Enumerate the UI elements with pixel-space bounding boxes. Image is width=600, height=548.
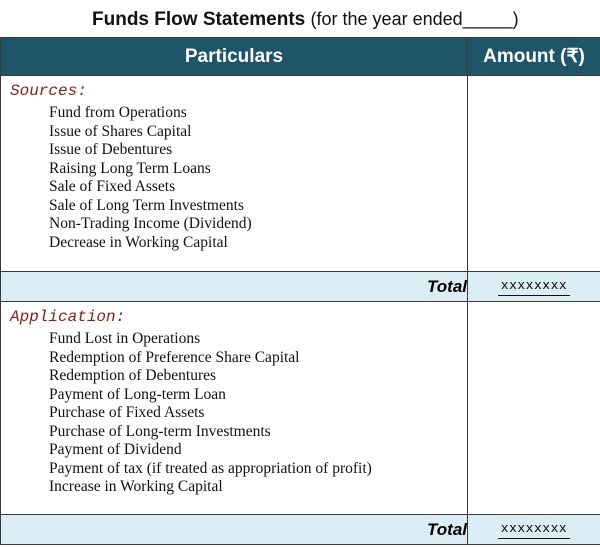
- header-row: [1, 38, 600, 76]
- sources-amount-cell: [468, 76, 600, 272]
- list-item: Payment of Dividend: [49, 441, 182, 458]
- funds-flow-table: [0, 37, 600, 545]
- sources-particulars-cell: [1, 76, 468, 272]
- application-total-row: [1, 515, 600, 545]
- sources-list: [49, 104, 467, 252]
- application-particulars-cell: [1, 302, 468, 515]
- application-heading: Application:: [10, 308, 126, 326]
- page-title: [92, 9, 519, 31]
- sources-total-row: [1, 272, 600, 302]
- sources-heading: Sources:: [10, 82, 87, 100]
- header-particulars: Particulars: [1, 38, 468, 76]
- list-item: Redemption of Preference Share Capital: [49, 348, 300, 366]
- title-main: Funds Flow Statements: [92, 9, 306, 30]
- header-amount: Amount (₹): [468, 38, 600, 76]
- list-item: Purchase of Fixed Assets: [49, 404, 205, 421]
- title-sub: (for the year ended_____): [310, 9, 519, 29]
- list-item: Issue of Debentures: [49, 141, 173, 158]
- list-item: Payment of tax (if treated as appropriation of profit): [49, 459, 372, 477]
- list-item: Raising Long Term Loans: [49, 159, 211, 177]
- application-amount-cell: [468, 302, 600, 515]
- sources-total-amount: [468, 272, 600, 302]
- application-section-row: [1, 302, 600, 515]
- list-item: Increase in Working Capital: [49, 478, 223, 495]
- application-total-amount: [468, 515, 600, 545]
- list-item: Issue of Shares Capital: [49, 122, 192, 140]
- list-item: Purchase of Long-term Investments: [49, 422, 271, 440]
- sources-total-label: Total: [1, 272, 468, 302]
- statement-title-bar: [0, 0, 600, 37]
- list-item: Fund Lost in Operations: [49, 330, 201, 347]
- list-item: Non-Trading Income (Dividend): [49, 215, 252, 232]
- list-item: Sale of Long Term Investments: [49, 196, 244, 214]
- application-total-label: Total: [1, 515, 468, 545]
- sources-total-value: xxxxxxxx: [498, 278, 570, 296]
- application-total-value: xxxxxxxx: [498, 521, 570, 539]
- list-item: Fund from Operations: [49, 104, 187, 121]
- list-item: Redemption of Debentures: [49, 367, 217, 384]
- sources-section-row: [1, 76, 600, 272]
- application-list: [49, 330, 467, 497]
- list-item: Payment of Long-term Loan: [49, 385, 226, 403]
- list-item: Sale of Fixed Assets: [49, 178, 176, 195]
- list-item: Decrease in Working Capital: [49, 233, 228, 251]
